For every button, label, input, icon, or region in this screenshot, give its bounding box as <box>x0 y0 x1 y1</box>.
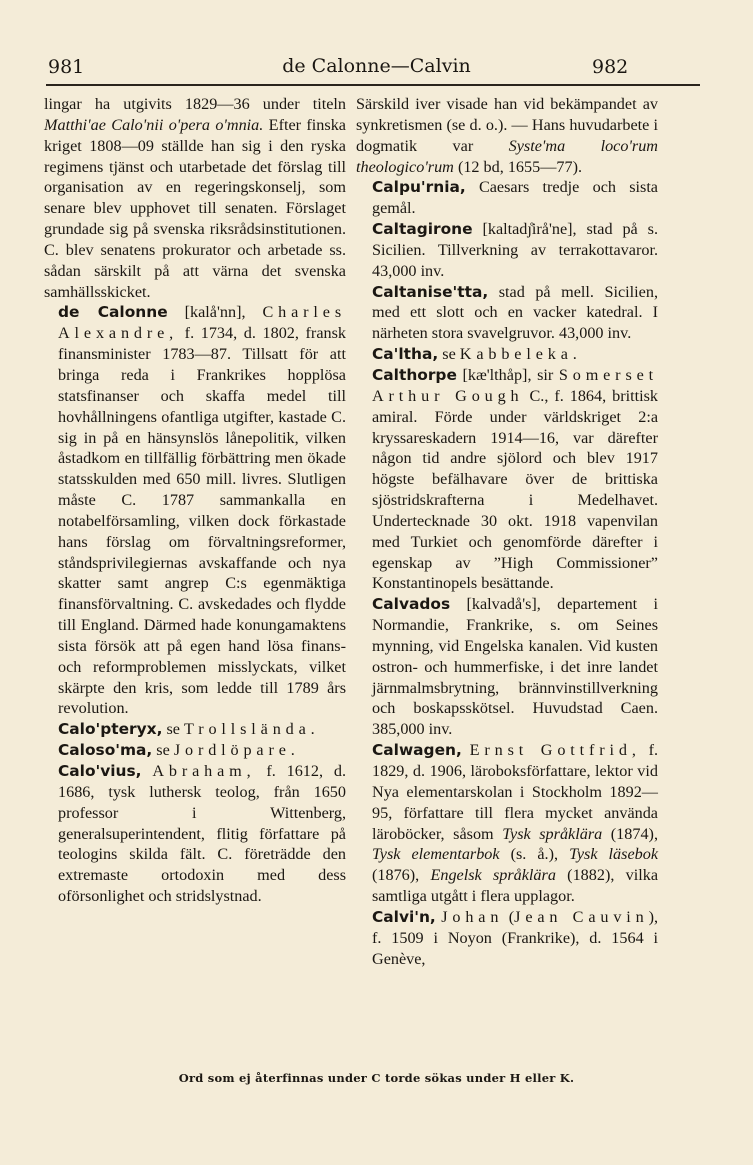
entry-calwagen: Calwagen, Ernst Gottfrid, f. 1829, d. 1906, läroboksförfattare, lektor vid Nya elementarskolan i Stockholm 1892—95, författare till flera mycket använda läroböcker, såsom Tysk språklära (1874), Tysk elementarbok (s. å.), Tysk läsebok (1876), Engelsk språklära (1882), vilka samtliga utgått i flera upplagor. <box>372 741 659 906</box>
entry-calpurnia: Calpu'rnia, Caesars tredje och sista gemål. <box>372 178 658 218</box>
page-number-left: 981 <box>48 56 85 78</box>
entry-calovius: Calo'vius, Abraham, f. 1612, d. 1686, tysk luthersk teolog, från 1650 professor i Wittenberg, generalsuperintendent, flitig författare på teologins skilda fält. C. företrädde den extremaste ortodoxin med dess oförsonlighet och stridslystnad. <box>58 762 347 906</box>
entry-calopteryx: Calo'pteryx, se Trollslända. <box>58 720 315 739</box>
headword: de Calonne <box>58 303 168 322</box>
right-column <box>356 94 658 969</box>
headword: Calwagen, <box>372 741 462 760</box>
page-number-right: 982 <box>592 56 629 78</box>
headword: Calo'pteryx, <box>58 720 163 739</box>
entry-de-calonne: de Calonne [kalå'nn], Charles Alexandre, f. 1734, d. 1802, fransk finansminister 1783—87. Tillsatt för att bringa reda i Frankrikes hopplösa statsfinanser och skaffa medel till hovhållningens ofantliga utgifter, kastade C. sig in på en hänsynslös lånepolitik, vilken åstadkom en tillfällig förbättring men ökade statsskulden med 650 mill. livres. Slutligen måste C. 1787 sammankalla en notabelförsamling, vilken dock förkastade hans förslag om förvaltningsreformer, ståndsprivilegiernas avskaffande och nya skatter samt angrep C:s egenmäktiga finansförvaltning. C. avskedades och flydde till England. Därmed hade konungamaktens sista försök att på egen hand lösa finans- och reformproblemen misslyckats, vilket skärpte den kris, som ledde till 1789 års revolution. <box>58 303 346 718</box>
headword: Caloso'ma, <box>58 741 153 760</box>
footnote: Ord som ej återfinnas under C torde sökas under H eller K. <box>178 1071 575 1085</box>
header-rule <box>46 84 700 86</box>
headword: Calvi'n, <box>372 907 436 926</box>
entry-calthorpe: Calthorpe [kæ'lthåp], sir Somerset Arthur Gough C., f. 1864, brittisk amiral. Förde under världskriget 2:a kryssareskadern 1914—16, var därefter någon tid andre sjölord och blev 1917 högste befälhavare över de brittiska sjöstridskrafterna i Medelhavet. Undertecknade 30 okt. 1918 vapenvilan med Turkiet och genomförde därefter i egenskap av ”High Commissioner” Konstantinopels besättande. <box>372 365 658 593</box>
running-head: de Calonne—Calvin <box>282 55 471 77</box>
left-column <box>44 94 346 907</box>
headword: Calpu'rnia, <box>372 178 466 197</box>
entry-continuation: Särskild iver visade han vid bekämpandet av synkretismen (se d. o.). — Hans huvudarbete i dogmatik var Syste'ma loco'rum theologico'rum (12 bd, 1655—77). <box>356 95 658 176</box>
headword: Caltanise'tta, <box>372 282 489 301</box>
entry-caltanisetta: Caltanise'tta, stad på mell. Sicilien, med ett slott och en vacker katedral. I närheten stora svavelgruvor. 43,000 inv. <box>372 282 658 343</box>
entry-caltagirone: Caltagirone [kaltadȷ̊irå'ne], stad på s. Sicilien. Tillverkning av terrakottavaror. 43,000 inv. <box>372 220 658 280</box>
headword: Calo'vius, <box>58 762 142 780</box>
entry-calvados: Calvados [kalvadå's], departement i Normandie, Frankrike, s. om Seines mynning, vid Engelska kanalen. Vid kusten ostron- och hummerfiske, i det inre landet järnmalmsbrytning, brännvinstillverkning och boskapsskötsel. Huvudstad Caen. 385,000 inv. <box>372 595 658 739</box>
entry-calvin: Calvi'n, Johan (Jean Cauvin), f. 1509 i Noyon (Frankrike), d. 1564 i Genève, <box>372 907 659 968</box>
entry-caltha: Ca'ltha, se Kabbeleka. <box>372 345 577 364</box>
headword: Ca'ltha, <box>372 345 439 364</box>
headword: Calthorpe <box>372 365 457 384</box>
entry-continuation: lingar ha utgivits 1829—36 under titeln Matthi'ae Calo'nii o'pera o'mnia. Efter finska kriget 1808—09 ställde han sig i den ryska regimens tjänst och utarbetade det förslag till organisation av en regeringskonselj, som senare blev upphovet till senaten. Förslaget grundade sig på svenska riksrådsinstitutionen. C. blev senatens prokurator och arbetade ss. sådan särskilt på att värna det svenska samhällsskicket. <box>44 95 346 301</box>
entry-calosoma: Caloso'ma, se Jordlöpare. <box>58 741 295 760</box>
headword: Calvados <box>372 595 451 614</box>
headword: Caltagirone <box>372 220 473 239</box>
